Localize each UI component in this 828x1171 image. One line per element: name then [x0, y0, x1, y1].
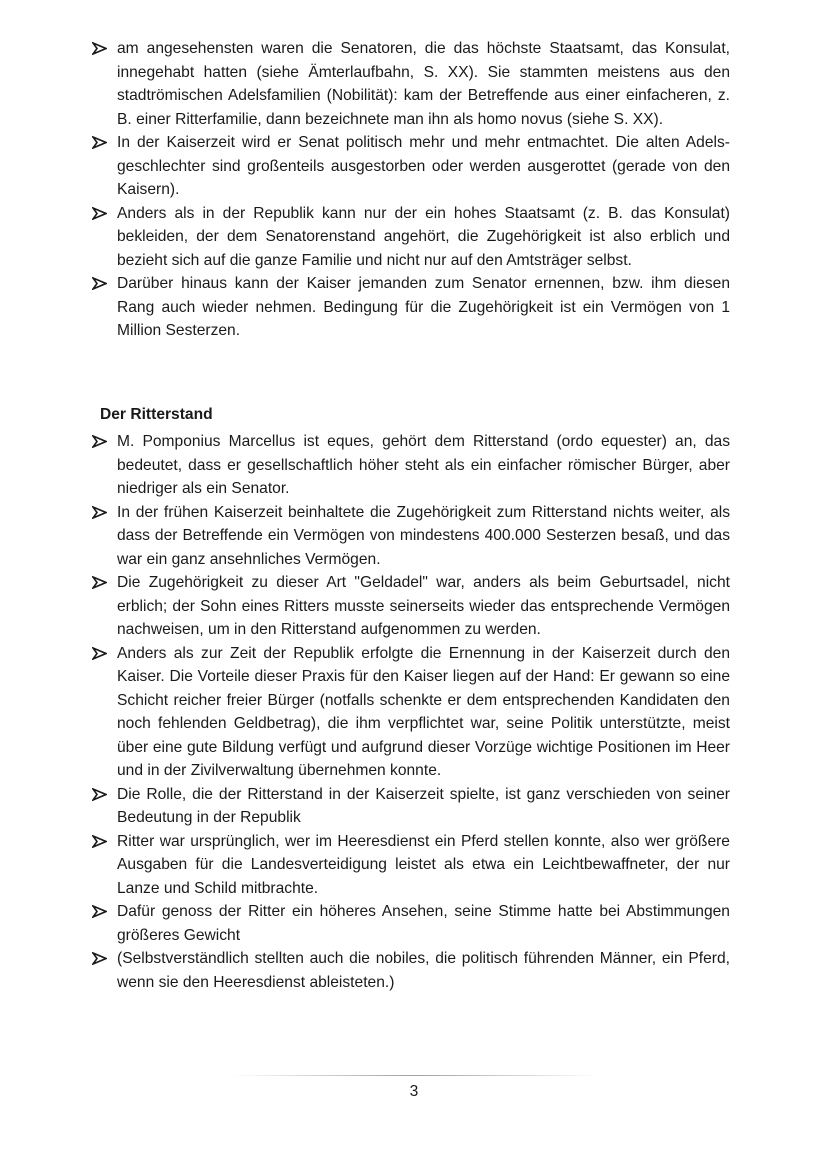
list-item	[92, 202, 730, 273]
list-item	[92, 37, 730, 131]
arrowhead-bullet-icon	[92, 835, 107, 848]
list-item	[92, 501, 730, 572]
arrowhead-bullet-icon	[92, 42, 107, 55]
list-item	[92, 131, 730, 202]
arrowhead-bullet-icon	[92, 788, 107, 801]
arrowhead-bullet-icon	[92, 277, 107, 290]
arrowhead-bullet-icon	[92, 435, 107, 448]
list-item-text: Darüber hinaus kann der Kaiser jemanden zum Senator ernennen, bzw. ihm diesen Rang auch wieder nehmen. Bedingung für die Zugehörigkeit ist ein Vermögen von 1 Million Sesterzen.	[117, 275, 730, 339]
list-item	[92, 571, 730, 642]
senatoren-list	[92, 37, 730, 343]
list-item-text: In der Kaiserzeit wird er Senat politisch mehr und mehr entmachtet. Die alten Adelsgeschlechter sind großenteils ausgestorben oder werden ausgerottet (gerade von den Kaisern).	[117, 134, 730, 198]
arrowhead-bullet-icon	[92, 647, 107, 660]
list-item-text: M. Pomponius Marcellus ist eques, gehört dem Ritterstand (ordo equester) an, das bedeutet, dass er gesellschaftlich höher steht als ein einfacher römischer Bürger, aber niedriger als ein Senator.	[117, 433, 730, 497]
list-item	[92, 430, 730, 501]
arrowhead-bullet-icon	[92, 952, 107, 965]
list-item-text: Dafür genoss der Ritter ein höheres Ansehen, seine Stimme hatte bei Abstimmungen größeres Gewicht	[117, 903, 730, 944]
ritterstand-list	[92, 430, 730, 994]
list-item-text: Die Zugehörigkeit zu dieser Art "Geldadel" war, anders als beim Geburtsadel, nicht erblich; der Sohn eines Ritters musste seinerseits wieder das entsprechende Vermögen nachweisen, um in den Ritterstand aufgenommen zu werden.	[117, 574, 730, 638]
arrowhead-bullet-icon	[92, 506, 107, 519]
list-item-text: Die Rolle, die der Ritterstand in der Kaiserzeit spielte, ist ganz verschieden von seiner Bedeutung in der Republik	[117, 785, 730, 826]
list-item	[92, 830, 730, 901]
list-item-text: Anders als zur Zeit der Republik erfolgte die Ernennung in der Kaiserzeit durch den Kaiser. Die Vorteile dieser Praxis für den Kaiser liegen auf der Hand: Er gewann so eine Schicht reicher freier Bürger (notfalls schenkte er dem entsprechenden Kandidaten den noch fehlenden Geldbetrag), die ihm verpflichtet war, seine Politik unterstützte, meist über eine gute Bildung verfügt und aufgrund dieser Vorzüge wichtige Positionen im Heer und in der Zivilverwaltung übernehmen konnte.	[117, 644, 730, 779]
list-item	[92, 947, 730, 994]
arrowhead-bullet-icon	[92, 136, 107, 149]
arrowhead-bullet-icon	[92, 905, 107, 918]
list-item-text: Anders als in der Republik kann nur der ein hohes Staatsamt (z. B. das Konsulat) bekleiden, der dem Senatorenstand angehört, die Zugehörigkeit ist also erblich und bezieht sich auf die ganze Familie und nicht nur auf den Amtsträger selbst.	[117, 204, 730, 269]
list-item	[92, 642, 730, 783]
page-number: 3	[409, 1083, 419, 1100]
list-item	[92, 900, 730, 947]
list-item-text: am angesehensten waren die Senatoren, die das höchste Staatsamt, das Konsulat, innegehabt hatten (siehe Ämterlaufbahn, S. XX). Sie stammten meistens aus den stadtrömischen Adelsfamilien (Nobilität): kam der Betreffende aus einer einfacheren, z. B. einer Ritterfamilie, dann bezeichnete man ihn als homo novus (siehe S. XX).	[117, 40, 730, 128]
list-item	[92, 272, 730, 343]
footer-divider	[230, 1075, 600, 1076]
section-heading-ritterstand: Der Ritterstand	[100, 406, 213, 423]
list-item-text: (Selbstverständlich stellten auch die nobiles, die politisch führenden Männer, ein Pferd, wenn sie den Heeresdienst ableisteten.)	[117, 950, 730, 991]
list-item-text: Ritter war ursprünglich, wer im Heeresdienst ein Pferd stellen konnte, also wer größere Ausgaben für die Landesverteidigung leistet als etwa ein Leichtbewaffneter, der nur Lanze und Schild mitbrachte.	[117, 832, 730, 897]
list-item-text: In der frühen Kaiserzeit beinhaltete die Zugehörigkeit zum Ritterstand nichts weiter, als dass der Betreffende ein Vermögen von mindestens 400.000 Sesterzen besaß, und das war ein ganz ansehnliches Vermögen.	[117, 503, 730, 568]
arrowhead-bullet-icon	[92, 207, 107, 220]
arrowhead-bullet-icon	[92, 576, 107, 589]
list-item	[92, 783, 730, 830]
